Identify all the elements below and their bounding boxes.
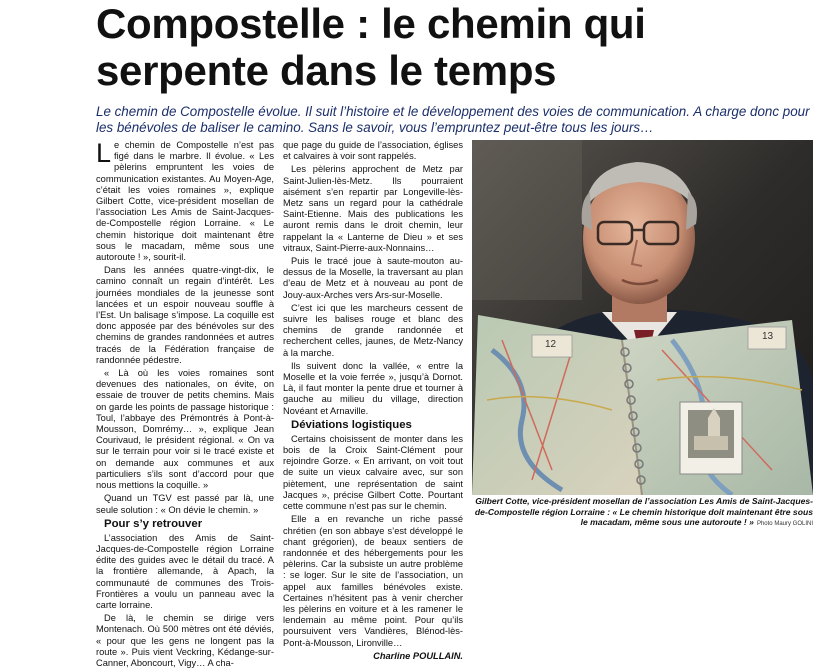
paragraph: « Là où les voies romaines sont devenues des nationales, on évite, on essaie de trouver de petits chemins. Mais on garde les points de passage historique : Toul, l’abbaye des Prémontrés à Pont-à-Mousson, Domrémy… », explique Jean Courivaud, le président régional. « On va sur le terrain pour voir si le tracé existe et on demande aux communes et aux particuliers s’ils sont d’accord pour que nous mettions la coquille. » — [96, 368, 274, 491]
paragraph: L’association des Amis de Saint-Jacques-de-Compostelle région Lorraine édite des guides avec le détail du tracé. A la frontière allemande, à Apach, la communauté de communes des Trois-Frontières a voulu un panneau avec la carte lorraine. — [96, 532, 274, 610]
paragraph: Ils suivent donc la vallée, « entre la Moselle et la voie ferrée », jusqu’à Dornot. Là, il faut monter la pente drue et tourner à gauche au milieu du village, direction Novéant et Arnaville. — [283, 360, 463, 416]
article-column-1 — [96, 140, 274, 671]
drop-cap: L — [96, 138, 112, 168]
map-page-number: 12 — [545, 339, 557, 350]
paragraph: Certains choisissent de monter dans les bois de la Croix Saint-Clément pour rejoindre Gorze. « En arrivant, on voit tout de suite un vieux calvaire avec, sur son piètement, une représentation de saint Jacques », précise Gilbert Cotte. Pourtant cette commune n’est pas sur le chemin. — [283, 433, 463, 512]
article-column-2 — [283, 140, 463, 664]
photo-credit: Photo Maury GOLINI — [756, 521, 813, 528]
paragraph: Elle a en revanche un riche passé chrétien (en son abbaye s’est développé le chant grégorien), de beaux sentiers de randonnée et des hébergements pour les pèlerins. Car la subsiste un autre problème : se loger. Sur le site de l’association, un appel aux familles bénévoles existe. Certaines n’hésitent pas à venir chercher les pèlerins en voiture et à les ramener le lendemain au même point. Pour qu’ils poursuivent vers Vandières, Blénod-lès-Pont-à-Mousson, Lironville… — [283, 514, 463, 648]
paragraph: C’est ici que les marcheurs cessent de suivre les balises rouge et blanc des chemins de grande randonnée et recherchent celles, jaunes, de Metz-Nancy à la marche. — [283, 302, 463, 358]
paragraph: Les pèlerins approchent de Metz par Saint-Julien-lès-Metz. Ils pourraient aisément s’en repartir par Longeville-lès-Metz sans un regard pour la cathédrale Saint-Etienne. Mais des publications les auront remis dans le droit chemin, leur rappelant la « Lanterne de Dieu » et ses vitraux, Saint-Pierre-aux-Nonnains… — [283, 164, 463, 253]
photo-illustration — [472, 140, 813, 495]
byline: Charline POULLAIN. — [373, 650, 463, 661]
subhead: Déviations logistiques — [291, 418, 412, 431]
paragraph: Quand un TGV est passé par là, une seule solution : « On dévie le chemin. » — [96, 493, 274, 515]
photo-caption: Gilbert Cotte, vice-président mosellan de l’association Les Amis de Saint-Jacques-de-Compostelle région Lorraine : « Le chemin historique doit maintenant être sous le macadam, même sous une autoroute ! » Photo Maury GOLINI — [474, 496, 813, 528]
paragraph: que page du guide de l’association, églises et calvaires à voir sont rappelés. — [283, 140, 463, 162]
standfirst: Le chemin de Compostelle évolue. Il suit l’histoire et le développement des voies de communication. A charge donc pour les bénévoles de baliser le camino. Sans le savoir, vous l’empruntez peut-être tous les jours… — [96, 104, 810, 135]
map-page-number: 13 — [762, 331, 774, 342]
photo-man-with-map-guide — [472, 140, 813, 495]
paragraph: Le chemin de Compostelle n’est pas figé dans le marbre. Il évolue. « Les pèlerins empruntent les voies de communication existantes. Au Moyen-Age, c’était les voies romaines », explique Gilbert Cotte, vice-président mosellan de l’association Les Amis de Saint-Jacques-de-Compostelle région Lorraine. « Le chemin historique doit maintenant être sous le macadam, même sous une autoroute ! », sourit-il. — [96, 138, 274, 263]
paragraph: De là, le chemin se dirige vers Montenach. Où 500 mètres ont été déviés, « pour que les gens ne longent pas la route ». Puis vient Veckring, Kédange-sur-Canner, Aboncourt, Vigy… A cha- — [96, 613, 274, 668]
paragraph: Puis le tracé joue à saute-mouton au-dessus de la Moselle, la traversant au plan d’eau de Metz et à nouveau au pont de Jouy-aux-Arches vers Ars-sur-Moselle. — [283, 256, 463, 300]
paragraph: Dans les années quatre-vingt-dix, le camino connaît un regain d’intérêt. Les journées mondiales de la jeunesse sont lancées et un espoir nouveau souffle à l’Est. Un balisage s’impose. La coquille est donc apposée par des bénévoles sur des chemins de grandes randonnées et autres tracés de la Fédération française de randonnée pédestre. — [96, 265, 274, 365]
headline: Compostelle : le chemin qui serpente dans le temps — [96, 0, 646, 94]
subhead: Pour s’y retrouver — [104, 517, 203, 530]
